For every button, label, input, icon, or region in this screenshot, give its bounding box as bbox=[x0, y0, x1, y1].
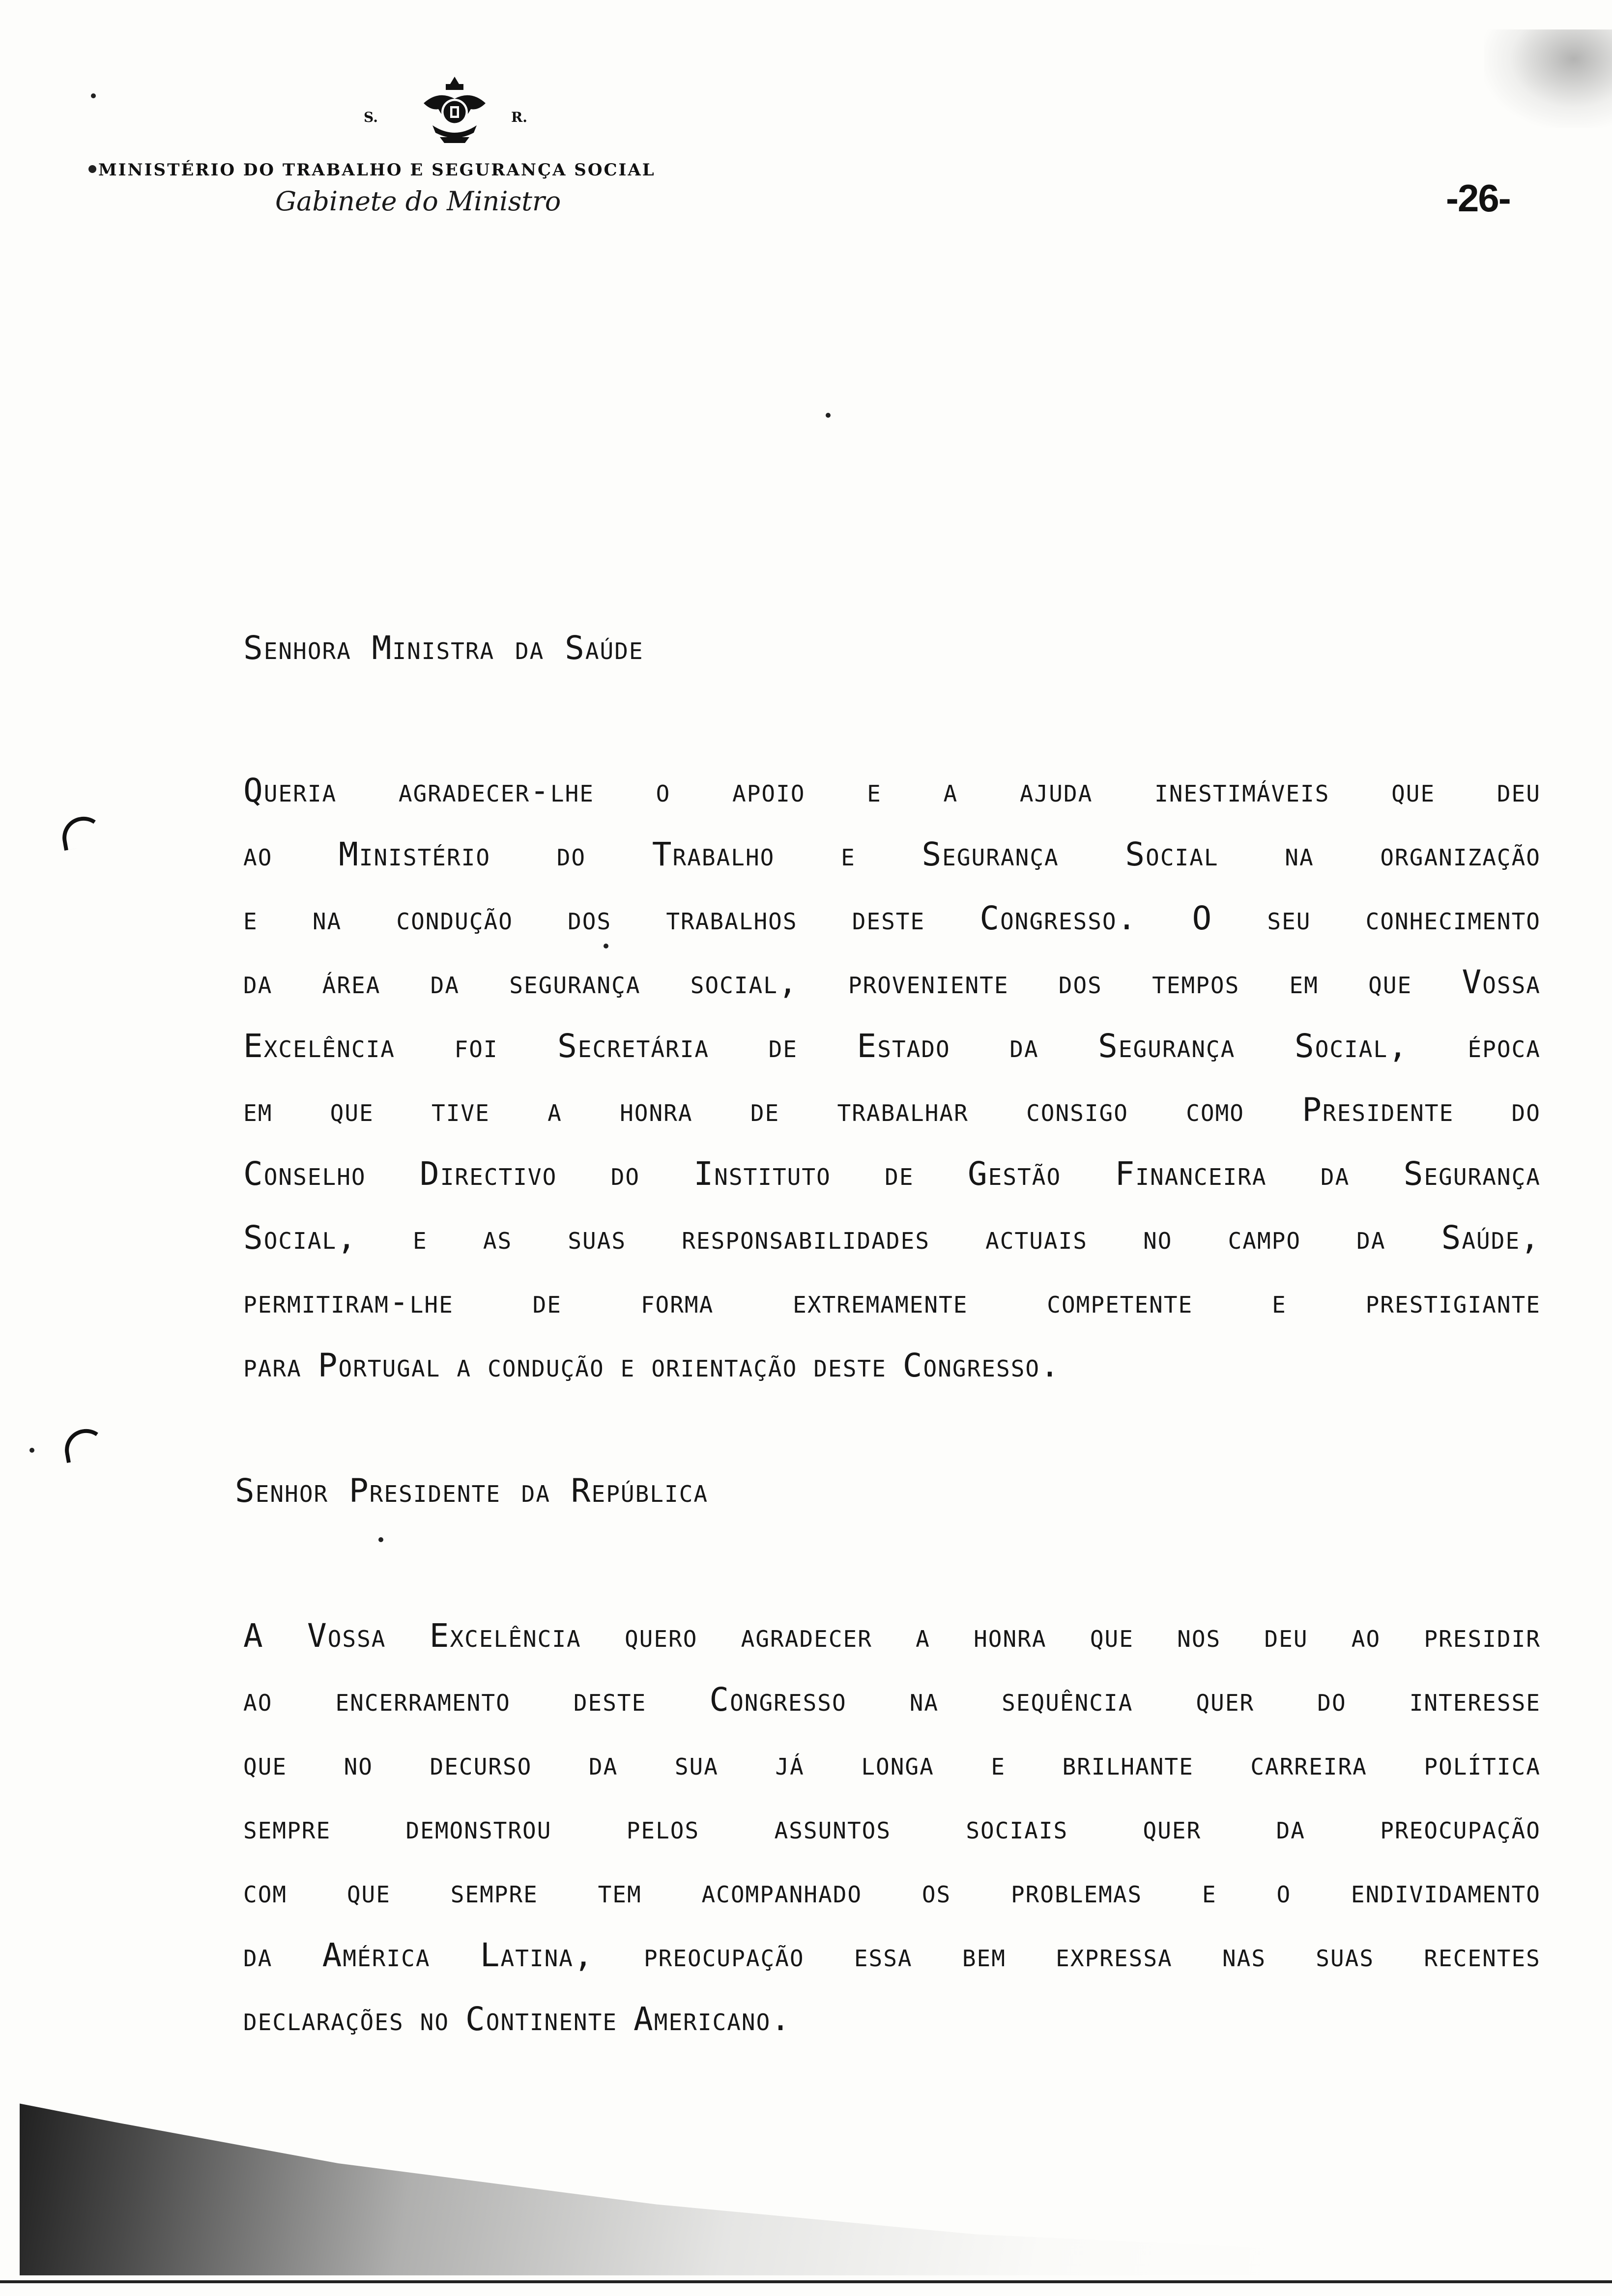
word: agradecer-lhe bbox=[398, 772, 594, 809]
word: Social bbox=[1125, 835, 1219, 873]
word: a bbox=[547, 1091, 562, 1129]
word: Congresso. bbox=[979, 899, 1138, 937]
word: de bbox=[885, 1155, 914, 1193]
word: os bbox=[921, 1872, 951, 1910]
paragraph-line bbox=[243, 772, 1541, 809]
speck bbox=[29, 1448, 34, 1453]
word: Conselho bbox=[243, 1155, 366, 1193]
word: e bbox=[991, 1745, 1006, 1782]
page-number: -26- bbox=[1446, 176, 1510, 220]
word: declarações bbox=[243, 2000, 404, 2038]
word: em bbox=[1289, 963, 1319, 1001]
word: demonstrou bbox=[405, 1808, 552, 1846]
word: responsabilidades bbox=[682, 1219, 930, 1257]
word: presidir bbox=[1424, 1617, 1541, 1655]
scan-shadow bbox=[20, 2089, 1612, 2275]
word: que bbox=[243, 1745, 288, 1782]
paragraph-line bbox=[243, 1219, 1541, 1257]
word: essa bbox=[854, 1936, 913, 1974]
word: de bbox=[750, 1091, 780, 1129]
paragraph-line bbox=[243, 1091, 1541, 1129]
word: e bbox=[243, 899, 258, 937]
word: o bbox=[656, 772, 671, 809]
word: Secretária bbox=[557, 1027, 710, 1065]
word: ao bbox=[1351, 1617, 1381, 1655]
word: agradecer bbox=[741, 1617, 872, 1655]
word: trabalhar bbox=[837, 1091, 969, 1129]
word: tem bbox=[598, 1872, 642, 1910]
word: Segurança bbox=[1403, 1155, 1541, 1193]
word: prestigiante bbox=[1365, 1283, 1541, 1320]
word: da bbox=[588, 1745, 618, 1782]
word: segurança bbox=[509, 963, 641, 1001]
word: apoio bbox=[732, 772, 806, 809]
word: tempos bbox=[1152, 963, 1240, 1001]
word: Segurança bbox=[921, 835, 1059, 873]
word: no bbox=[1143, 1219, 1173, 1257]
word: de bbox=[532, 1283, 562, 1320]
paragraph-line bbox=[243, 963, 1541, 1001]
word: em bbox=[243, 1091, 273, 1129]
bullet-mark bbox=[88, 165, 96, 173]
word: honra bbox=[974, 1617, 1047, 1655]
word: expressa bbox=[1056, 1936, 1173, 1974]
paragraph-line bbox=[243, 835, 1541, 873]
paragraph-line bbox=[243, 1936, 1541, 1974]
word: interesse bbox=[1409, 1681, 1541, 1719]
word: Americano. bbox=[633, 2000, 792, 2038]
word: Instituto bbox=[693, 1155, 831, 1193]
word: Financeira bbox=[1115, 1155, 1267, 1193]
word: que bbox=[1090, 1617, 1134, 1655]
word: na bbox=[909, 1681, 939, 1719]
word: assuntos bbox=[774, 1808, 892, 1846]
word: carreira bbox=[1250, 1745, 1367, 1782]
word: seu bbox=[1267, 899, 1311, 937]
word: preocupação bbox=[643, 1936, 805, 1974]
word: pelos bbox=[626, 1808, 700, 1846]
margin-hook-mark bbox=[59, 813, 106, 851]
word: e bbox=[1202, 1872, 1217, 1910]
word: acompanhado bbox=[701, 1872, 863, 1910]
word: de bbox=[768, 1027, 798, 1065]
word: Excelência bbox=[243, 1027, 395, 1065]
word: quero bbox=[624, 1617, 698, 1655]
paragraph-line bbox=[243, 1347, 1541, 1384]
paragraph-line bbox=[243, 1872, 1541, 1910]
word: brilhante bbox=[1062, 1745, 1194, 1782]
word: para bbox=[243, 1347, 302, 1384]
paragraph-line bbox=[243, 1745, 1541, 1782]
word: Vossa bbox=[1462, 963, 1541, 1001]
word: campo bbox=[1228, 1219, 1301, 1257]
paragraph-line bbox=[243, 2000, 1541, 2038]
word: que bbox=[346, 1872, 391, 1910]
word: na bbox=[312, 899, 342, 937]
word: Trabalho bbox=[652, 835, 775, 873]
word: da bbox=[1009, 1027, 1039, 1065]
word: Vossa bbox=[307, 1617, 386, 1655]
word: consigo bbox=[1026, 1091, 1128, 1129]
word: no bbox=[420, 2000, 450, 2038]
word: nos bbox=[1177, 1617, 1221, 1655]
word: já bbox=[775, 1745, 805, 1782]
word: sempre bbox=[243, 1808, 331, 1846]
word: deste bbox=[852, 899, 925, 937]
speck bbox=[91, 93, 96, 98]
section-heading: Senhor Presidente da República bbox=[235, 1472, 709, 1510]
word: preocupação bbox=[1380, 1808, 1541, 1846]
word: O bbox=[1192, 899, 1213, 937]
word: do bbox=[556, 835, 586, 873]
section-heading: Senhora Ministra da Saúde bbox=[243, 629, 644, 667]
word: da bbox=[1356, 1219, 1386, 1257]
word: sociais bbox=[966, 1808, 1068, 1846]
word: e bbox=[841, 835, 856, 873]
word: suas bbox=[568, 1219, 627, 1257]
word: permitiram-lhe bbox=[243, 1283, 454, 1320]
paragraph-line bbox=[243, 1027, 1541, 1065]
paragraph-line bbox=[243, 899, 1541, 937]
speck bbox=[604, 944, 608, 948]
word: honra bbox=[620, 1091, 693, 1129]
word: ao bbox=[243, 835, 273, 873]
speck bbox=[826, 413, 831, 418]
word: da bbox=[243, 963, 273, 1001]
word: América bbox=[322, 1936, 431, 1974]
word: Social, bbox=[243, 1219, 357, 1257]
word: e bbox=[867, 772, 882, 809]
word: e bbox=[620, 1347, 635, 1384]
word: Gestão bbox=[967, 1155, 1062, 1193]
paragraph-line bbox=[243, 1155, 1541, 1193]
word: A bbox=[243, 1617, 264, 1655]
word: deu bbox=[1497, 772, 1541, 809]
word: Latina, bbox=[480, 1936, 594, 1974]
letterhead-initial-right: R. bbox=[511, 109, 528, 125]
word: sempre bbox=[450, 1872, 538, 1910]
word: da bbox=[1320, 1155, 1350, 1193]
scan-noise bbox=[1484, 29, 1612, 128]
word: orientação bbox=[651, 1347, 798, 1384]
word: proveniente bbox=[848, 963, 1009, 1001]
paragraph-line bbox=[243, 1617, 1541, 1655]
word: Ministério bbox=[339, 835, 491, 873]
word: no bbox=[344, 1745, 373, 1782]
word: da bbox=[430, 963, 460, 1001]
word: deu bbox=[1264, 1617, 1308, 1655]
word: decurso bbox=[430, 1745, 532, 1782]
word: forma bbox=[640, 1283, 714, 1320]
word: como bbox=[1186, 1091, 1244, 1129]
word: problemas bbox=[1010, 1872, 1143, 1910]
ministry-name: MINISTÉRIO DO TRABALHO E SEGURANÇA SOCIAL bbox=[98, 160, 656, 180]
word: as bbox=[483, 1219, 513, 1257]
letterhead-initial-left: S. bbox=[364, 109, 378, 125]
paragraph-line bbox=[243, 1681, 1541, 1719]
word: recentes bbox=[1424, 1936, 1541, 1974]
cabinet-signature: Gabinete do Ministro bbox=[275, 186, 561, 217]
word: inestimáveis bbox=[1154, 772, 1330, 809]
word: organização bbox=[1380, 835, 1541, 873]
word: deste bbox=[573, 1681, 647, 1719]
word: área bbox=[322, 963, 381, 1001]
word: Directivo bbox=[420, 1155, 557, 1193]
word: ao bbox=[243, 1681, 273, 1719]
word: condução bbox=[396, 899, 513, 937]
word: foi bbox=[454, 1027, 498, 1065]
word: quer bbox=[1143, 1808, 1202, 1846]
word: bem bbox=[962, 1936, 1006, 1974]
word: política bbox=[1424, 1745, 1541, 1782]
word: competente bbox=[1047, 1283, 1193, 1320]
paragraph-line bbox=[243, 1283, 1541, 1320]
word: e bbox=[1272, 1283, 1287, 1320]
word: actuais bbox=[985, 1219, 1088, 1257]
word: longa bbox=[861, 1745, 934, 1782]
word: Excelência bbox=[429, 1617, 581, 1655]
word: tive bbox=[432, 1091, 490, 1129]
word: suas bbox=[1316, 1936, 1375, 1974]
word: Congresso bbox=[709, 1681, 847, 1719]
word: Segurança bbox=[1098, 1027, 1236, 1065]
word: condução bbox=[488, 1347, 604, 1384]
word: Social, bbox=[1294, 1027, 1409, 1065]
word: Queria bbox=[243, 772, 337, 809]
word: da bbox=[1276, 1808, 1305, 1846]
word: na bbox=[1285, 835, 1314, 873]
word: endividamento bbox=[1351, 1872, 1541, 1910]
word: conhecimento bbox=[1365, 899, 1541, 937]
word: Saúde, bbox=[1441, 1219, 1541, 1257]
word: a bbox=[457, 1347, 472, 1384]
word: do bbox=[1511, 1091, 1541, 1129]
scan-edge-line bbox=[0, 2280, 1612, 2283]
margin-hook-mark bbox=[61, 1426, 108, 1463]
word: que bbox=[330, 1091, 374, 1129]
word: com bbox=[243, 1872, 288, 1910]
word: ajuda bbox=[1019, 772, 1093, 809]
word: época bbox=[1468, 1027, 1541, 1065]
word: Estado bbox=[857, 1027, 950, 1065]
word: sua bbox=[674, 1745, 719, 1782]
word: do bbox=[610, 1155, 640, 1193]
word: Portugal bbox=[317, 1347, 441, 1384]
word: social, bbox=[690, 963, 799, 1001]
word: que bbox=[1368, 963, 1412, 1001]
word: do bbox=[1317, 1681, 1347, 1719]
word: o bbox=[1276, 1872, 1292, 1910]
coat-of-arms-icon bbox=[418, 74, 491, 147]
word: dos bbox=[568, 899, 612, 937]
word: da bbox=[243, 1936, 273, 1974]
word: a bbox=[943, 772, 958, 809]
word: Continente bbox=[465, 2000, 618, 2038]
word: quer bbox=[1196, 1681, 1255, 1719]
word: dos bbox=[1058, 963, 1102, 1001]
word: Presidente bbox=[1302, 1091, 1454, 1129]
word: a bbox=[916, 1617, 930, 1655]
word: trabalhos bbox=[666, 899, 798, 937]
word: encerramento bbox=[335, 1681, 511, 1719]
word: e bbox=[413, 1219, 428, 1257]
word: sequência bbox=[1002, 1681, 1133, 1719]
paragraph-line bbox=[243, 1808, 1541, 1846]
word: nas bbox=[1222, 1936, 1267, 1974]
word: que bbox=[1391, 772, 1436, 809]
word: Congresso. bbox=[902, 1347, 1061, 1384]
word: extremamente bbox=[793, 1283, 968, 1320]
word: deste bbox=[813, 1347, 887, 1384]
letterhead-emblem-block bbox=[364, 74, 550, 157]
speck bbox=[378, 1537, 383, 1542]
